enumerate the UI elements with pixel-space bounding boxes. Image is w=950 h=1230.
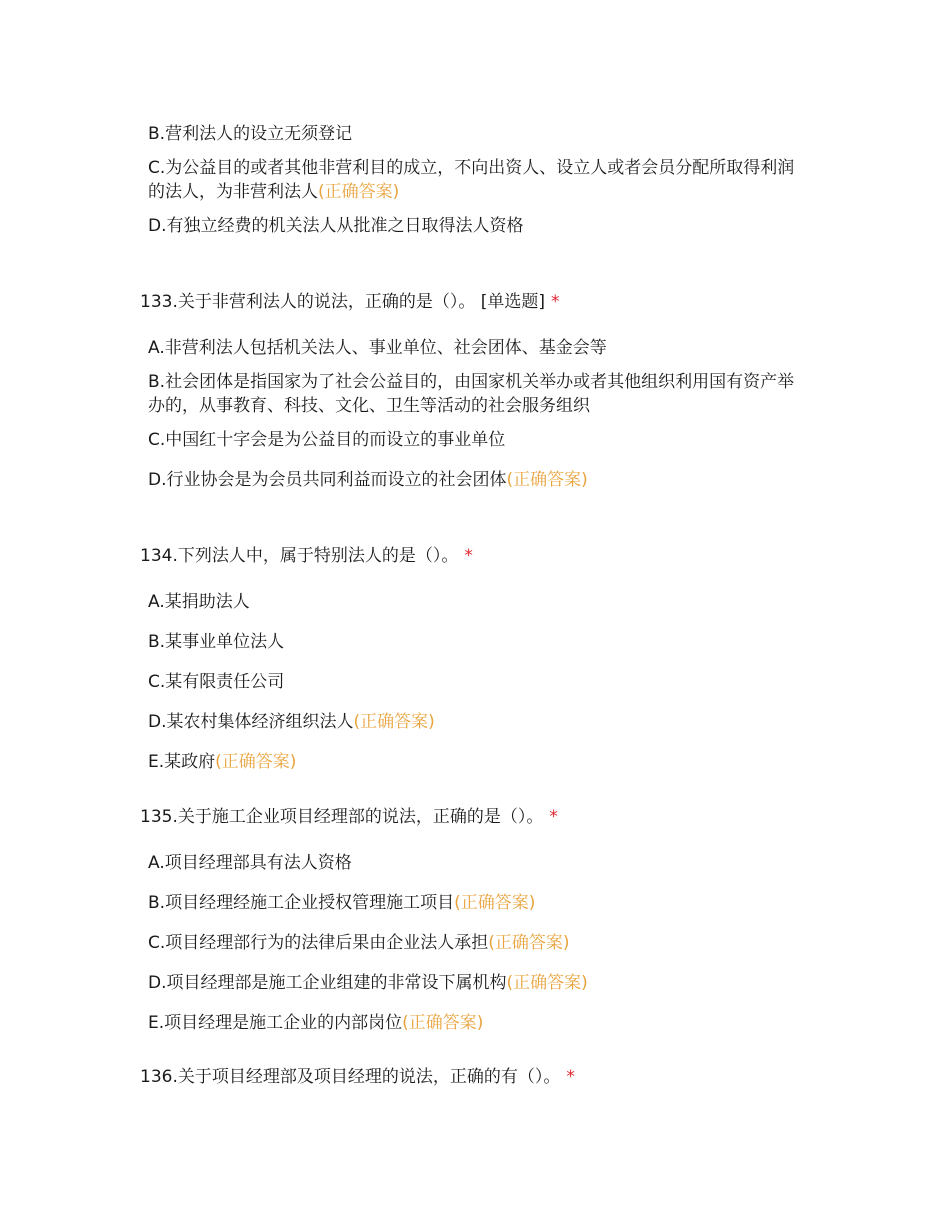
q135-option-b[interactable]	[148, 891, 535, 915]
q135-option-b-text: B.项目经理经施工企业授权管理施工项目	[148, 893, 455, 913]
q134-option-e-text: E.某政府	[148, 752, 216, 772]
q132-option-b[interactable]	[148, 122, 352, 146]
correct-answer-tag: (正确答案)	[506, 470, 588, 490]
q132-option-b-text: B.营利法人的设立无须登记	[148, 124, 353, 144]
correct-answer-tag: (正确答案)	[506, 973, 588, 993]
q135-option-e-text: E.项目经理是施工企业的内部岗位	[148, 1013, 403, 1033]
q133-option-b-text: B.社会团体是指国家为了社会公益目的，由国家机关举办或者其他组织利用国有资产举办的，从事教育、科技、文化、卫生等活动的社会服务组织	[148, 372, 795, 416]
q134-option-b-text: B.某事业单位法人	[148, 632, 285, 652]
correct-answer-tag: (正确答案)	[215, 752, 297, 772]
q133-option-a[interactable]	[148, 336, 607, 360]
correct-answer-tag: (正确答案)	[454, 893, 536, 913]
required-mark: *	[549, 807, 558, 827]
q133-option-c[interactable]	[148, 428, 505, 452]
correct-answer-tag: (正确答案)	[318, 182, 400, 202]
correct-answer-tag: (正确答案)	[353, 712, 435, 732]
q134-option-c[interactable]	[148, 670, 284, 694]
correct-answer-tag: (正确答案)	[488, 933, 570, 953]
q133-title-text: 133.关于非营利法人的说法，正确的是（）。 [单选题]	[140, 292, 546, 312]
q132-option-c[interactable]	[148, 156, 808, 204]
q135-option-e[interactable]	[148, 1011, 483, 1035]
q133-option-d-text: D.行业协会是为会员共同利益而设立的社会团体	[148, 470, 507, 490]
q134-option-a[interactable]	[148, 590, 250, 614]
q134-option-d-text: D.某农村集体经济组织法人	[148, 712, 354, 732]
q134-title-text: 134.下列法人中，属于特别法人的是（）。	[140, 546, 459, 566]
q132-option-d-text: D.有独立经费的机关法人从批准之日取得法人资格	[148, 216, 524, 236]
q134-option-b[interactable]	[148, 630, 284, 654]
q135-option-d[interactable]	[148, 971, 588, 995]
required-mark: *	[551, 292, 560, 312]
q135-option-c[interactable]	[148, 931, 570, 955]
q134-option-c-text: C.某有限责任公司	[148, 672, 285, 692]
q135-title-text: 135.关于施工企业项目经理部的说法，正确的是（）。	[140, 807, 544, 827]
q132-option-c-text: C.为公益目的或者其他非营利目的成立，不向出资人、设立人或者会员分配所取得利润的法人，为非营利法人	[148, 158, 795, 202]
q136-title-text: 136.关于项目经理部及项目经理的说法，正确的有（）。	[140, 1067, 561, 1087]
q133-option-c-text: C.中国红十字会是为公益目的而设立的事业单位	[148, 430, 506, 450]
q134-option-d[interactable]	[148, 710, 435, 734]
q135-option-d-text: D.项目经理部是施工企业组建的非常设下属机构	[148, 973, 507, 993]
q135-option-c-text: C.项目经理部行为的法律后果由企业法人承担	[148, 933, 489, 953]
q134-option-e[interactable]	[148, 750, 296, 774]
q133-option-b[interactable]	[148, 370, 808, 418]
q132-option-d[interactable]	[148, 214, 524, 238]
q133-option-d[interactable]	[148, 468, 588, 492]
q135-option-a-text: A.项目经理部具有法人资格	[148, 853, 352, 873]
q136-title	[140, 1065, 575, 1089]
correct-answer-tag: (正确答案)	[402, 1013, 484, 1033]
q134-option-a-text: A.某捐助法人	[148, 592, 250, 612]
q134-title	[140, 544, 473, 568]
q133-option-a-text: A.非营利法人包括机关法人、事业单位、社会团体、基金会等	[148, 338, 607, 358]
q135-title	[140, 805, 558, 829]
required-mark: *	[464, 546, 473, 566]
q135-option-a[interactable]	[148, 851, 352, 875]
required-mark: *	[566, 1067, 575, 1087]
q133-title	[140, 290, 560, 314]
